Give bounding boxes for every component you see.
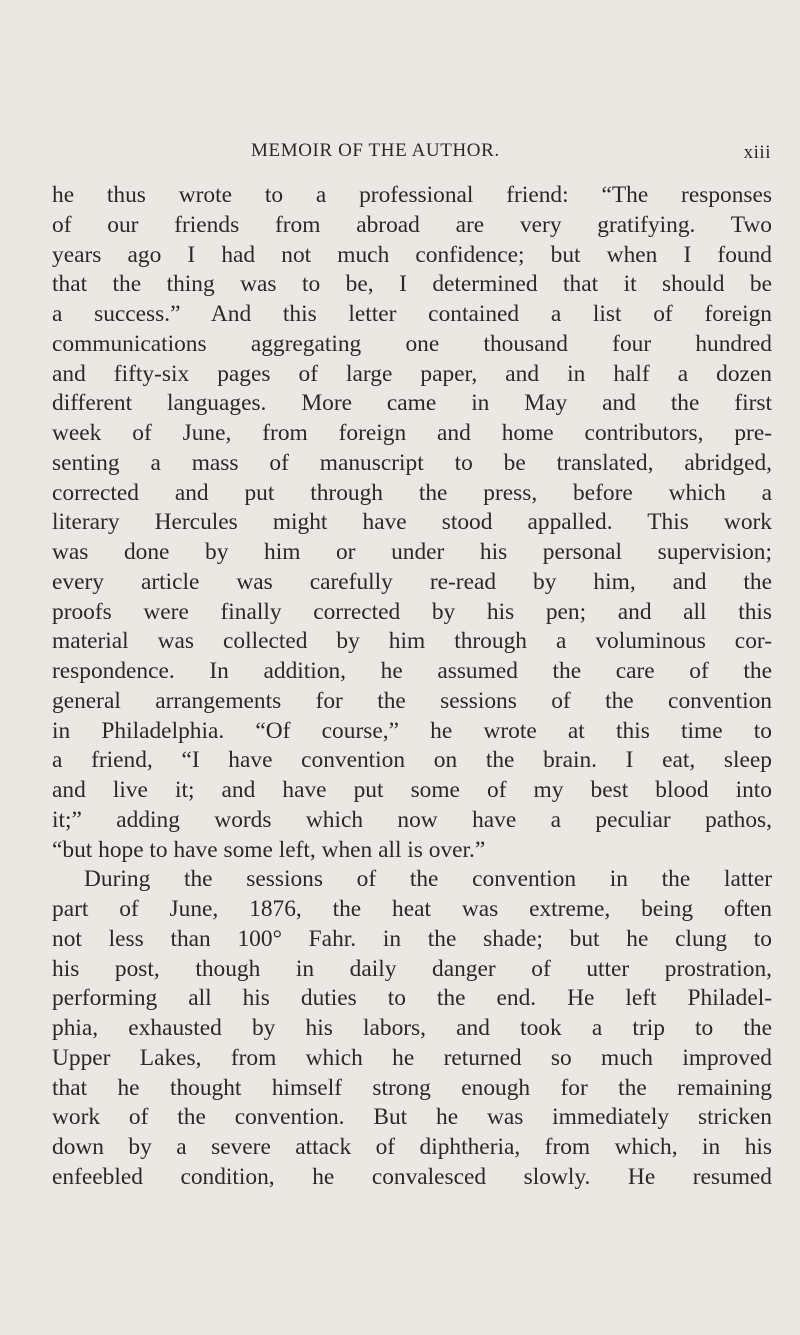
paragraph-end-line: “but hope to have some left, when all is over.” — [52, 836, 486, 863]
running-title: MEMOIR OF THE AUTHOR. — [251, 140, 500, 161]
text-line: communications aggregating one thousand four hundred — [52, 330, 772, 357]
text-line: and fifty-six pages of large paper, and in half a dozen — [52, 360, 772, 387]
text-line: that he thought himself strong enough for the remaining — [52, 1074, 772, 1101]
text-line: in Philadelphia. “Of course,” he wrote at this time to — [52, 717, 772, 744]
text-line: and live it; and have put some of my best blood into — [52, 777, 772, 803]
text-line: Upper Lakes, from which he returned so much improved — [52, 1044, 772, 1071]
text-line: a friend, “I have convention on the brain. I eat, sleep — [52, 747, 772, 774]
text-line: of our friends from abroad are very gratifying. Two — [52, 211, 772, 238]
text-line: senting a mass of manuscript to be translated, abridged, — [52, 449, 772, 476]
text-line: down by a severe attack of diphtheria, from which, in his — [52, 1134, 772, 1160]
text-line: every article was carefully re-read by him, and the — [52, 568, 772, 595]
text-line: performing all his duties to the end. He left Philadel- — [52, 985, 772, 1012]
text-line: material was collected by him through a voluminous cor- — [52, 628, 772, 655]
running-head — [251, 140, 771, 170]
text-line: different languages. More came in May and the first — [52, 390, 772, 417]
text-line: his post, though in daily danger of utter prostration, — [52, 955, 772, 982]
text-line: he thus wrote to a professional friend: “The responses — [52, 182, 772, 208]
text-line: a success.” And this letter contained a list of foreign — [52, 301, 772, 327]
text-line: work of the convention. But he was immediately stricken — [52, 1104, 772, 1131]
text-line: years ago I had not much confidence; but when I found — [52, 241, 772, 268]
text-line: enfeebled condition, he convalesced slowly. He resumed — [52, 1163, 772, 1190]
text-line: respondence. In addition, he assumed the care of the — [52, 658, 772, 684]
paragraph-start-line: During the sessions of the convention in the latter — [84, 866, 772, 893]
text-line: proofs were finally corrected by his pen; and all this — [52, 598, 772, 625]
text-line: corrected and put through the press, before which a — [52, 479, 772, 506]
text-line: not less than 100° Fahr. in the shade; but he clung to — [52, 925, 772, 952]
page-number: xiii — [743, 142, 771, 163]
text-line: that the thing was to be, I determined that it should be — [52, 271, 772, 298]
text-line: week of June, from foreign and home contributors, pre- — [52, 420, 772, 446]
text-line: part of June, 1876, the heat was extreme, being often — [52, 896, 772, 922]
text-line: was done by him or under his personal supervision; — [52, 539, 772, 565]
text-line: phia, exhausted by his labors, and took a trip to the — [52, 1015, 772, 1041]
text-line: literary Hercules might have stood appalled. This work — [52, 509, 772, 536]
text-line: general arrangements for the sessions of the convention — [52, 687, 772, 714]
body-text — [52, 181, 772, 1193]
text-line: it;” adding words which now have a peculiar pathos, — [52, 806, 772, 833]
